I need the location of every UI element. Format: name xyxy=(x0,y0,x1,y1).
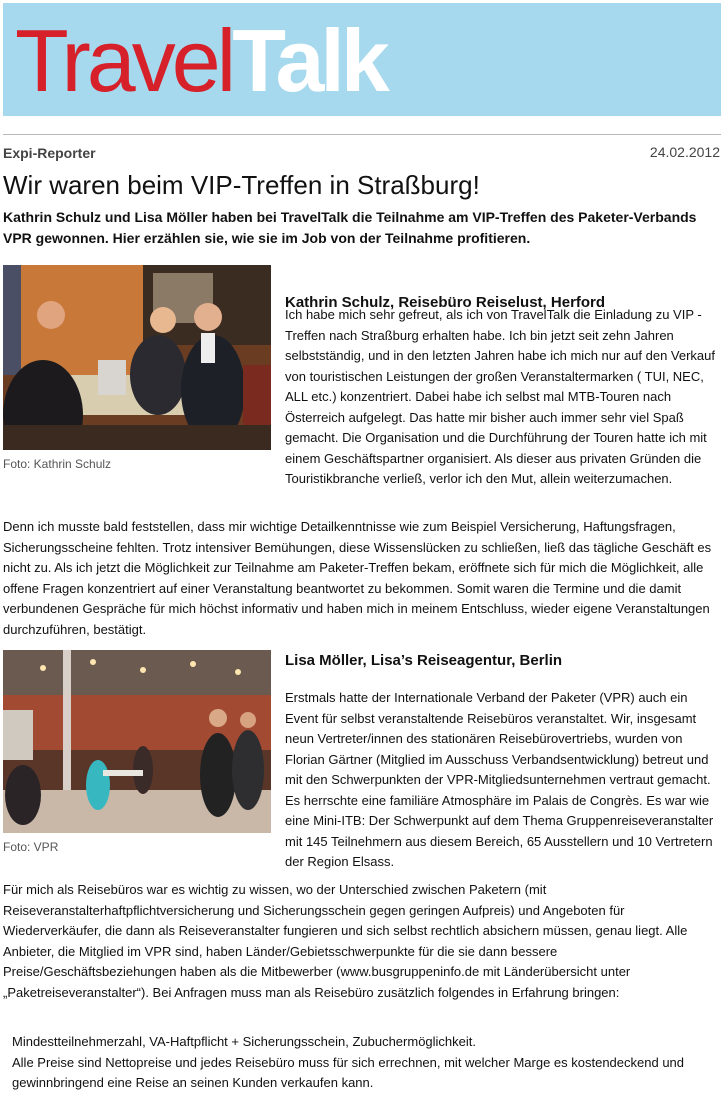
header-divider xyxy=(3,134,721,135)
traveltalk-logo[interactable] xyxy=(15,11,386,111)
report2-final-paragraph xyxy=(12,1032,718,1094)
photo-caption-1: Foto: Kathrin Schulz xyxy=(3,457,112,471)
report1-subhead: Kathrin Schulz, Reisebüro Reiselust, Herford xyxy=(285,294,606,311)
photo-vpr-event xyxy=(3,650,271,833)
report2-subhead: Lisa Möller, Lisa’s Reiseagentur, Berlin xyxy=(285,652,563,669)
logo-talk-text: Talk xyxy=(232,11,386,110)
photo-kathrin-schulz xyxy=(3,265,271,450)
article-date: 24.02.2012 xyxy=(649,144,720,160)
masthead xyxy=(3,3,721,116)
report1-column-text: Ich habe mich sehr gefreut, als ich von TravelTalk die Einladung zu VIP -Treffen nach Straßburg erhalten habe. Ich bin jetzt seit zehn Jahren selbstständig, und in den letzten Jahren habe ich mich nur auf den Verkauf von touristischen Leistungen der großen Veranstaltermarken ( TUI, NEC, ALL etc.) konzentriert. Dabei habe ich selbst mal MTB-Touren nach Österreich aufgelegt. Das hatte mir bisher auch immer sehr viel Spaß gemacht. Die Organisation und die Durchführung der Touren hatte ich mit einem Geschäftspartner organisiert. Als dieser aus privaten Gründen die Touristikbranche verließ, verlor ich den Mut, allein weiterzumachen. xyxy=(285,307,716,486)
article-headline: Wir waren beim VIP-Treffen in Straßburg! xyxy=(3,170,480,200)
final-line-2: Alle Preise sind Nettopreise und jedes Reisebüro muss für sich errechnen, mit welcher Marge es kostendeckend und gewinnbringend eine Reise an seinen Kunden verkaufen kann. xyxy=(12,1054,685,1090)
report1-full-text: Denn ich musste bald feststellen, dass mir wichtige Detailkenntnisse wie zum Beispiel Versicherung, Haftungsfragen, Sicherungsscheine fehlten. Trotz intensiver Bemühungen, diese Wissenslücken zu schließen, ließ das tägliche Geschäft es nicht zu. Als ich jetzt die Möglichkeit zur Teilnahme am Paketer-Treffen bekam, eröffnete sich für mich die Möglichkeit, alle offene Fragen konzentriert auf einer Veranstaltung beantwortet zu bekommen. Somit waren die Termine und die damit verbundenen Gespräche für mich höchst informativ und haben mich in meinem Entschluss, wieder eigene Veranstaltungen durchzuführen, bestätigt. xyxy=(3,519,712,637)
section-label: Expi-Reporter xyxy=(3,145,96,161)
photo-caption-2: Foto: VPR xyxy=(3,840,59,854)
logo-travel-text: Travel xyxy=(15,11,233,110)
report2-column-text: Erstmals hatte der Internationale Verband der Paketer (VPR) auch ein Event für selbst veranstaltende Reisebüros veranstaltet. Wir, insgesamt neun Vertreter/innen des stationären Reisebürovertriebs, wurden von Florian Gärtner (Mitglied im Ausschuss Verbandsentwicklung) betreut und mit den Schwerpunkten der VPR-Mitgliedsunternehmen vertraut gemacht. Es herrschte eine familiäre Atmosphäre im Palais de Congrès. Es war wie eine Mini-ITB: Der Schwerpunkt auf dem Thema Gruppenreiseveranstalter mit 145 Teilnehmern aus diesem Bereich, 65 Ausstellern und 10 Vertretern der Region Elsass. xyxy=(285,690,714,869)
final-line-1: Mindestteilnehmerzahl, VA-Haftpflicht + Sicherungsschein, Zubuchermöglichkeit. xyxy=(12,1034,477,1049)
report2-full-text: Für mich als Reisebüros war es wichtig zu wissen, wo der Unterschied zwischen Paketern (mit Reiseveranstalterhaftpflichtversicherung und Sicherungsschein gegen geringen Aufpreis) und Angeboten für Wiederverkäufer, die dann als Reiseveranstalter fungieren und sich selbst rechtlich absichern müssen, genau liegt. Alle Anbieter, die Mitglied im VPR sind, haben Länder/Gebietsschwerpunkte für die sie dann bessere Preise/Geschäftsbeziehungen haben als die Mitbewerber (www.busgruppeninfo.de mit Länderübersicht unter „Paketreiseveranstalter“). Bei Anfragen muss man als Reisebüro zusätzlich folgendes in Erfahrung bringen: xyxy=(3,882,688,1000)
article-lead: Kathrin Schulz und Lisa Möller haben bei TravelTalk die Teilnahme am VIP-Treffen des Paketer-Verbands VPR gewonnen. Hier erzählen sie, wie sie im Job von der Teilnahme profitieren. xyxy=(3,209,697,246)
